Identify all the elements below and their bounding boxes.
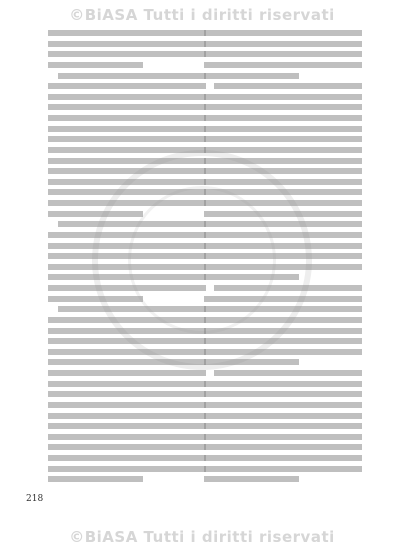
- watermark-bottom: ©BiASA Tutti i diritti riservati: [69, 528, 335, 546]
- text-line: [204, 94, 362, 100]
- text-line: [204, 391, 362, 397]
- text-line: [204, 168, 362, 174]
- text-line: [204, 62, 362, 68]
- text-line: [204, 221, 362, 227]
- text-line: [48, 381, 206, 387]
- text-line: [48, 466, 206, 472]
- text-line: [214, 83, 362, 89]
- page-number: 218: [26, 494, 44, 504]
- text-line: [48, 243, 206, 249]
- text-line: [48, 359, 206, 365]
- text-line: [48, 200, 206, 206]
- text-line: [48, 104, 206, 110]
- text-line: [48, 168, 206, 174]
- text-line: [214, 370, 362, 376]
- text-line: [204, 51, 362, 57]
- text-line: [48, 285, 206, 291]
- text-line: [48, 253, 206, 259]
- text-line: [204, 466, 362, 472]
- text-line: [58, 221, 206, 227]
- text-line: [58, 306, 206, 312]
- text-line: [48, 391, 206, 397]
- text-line: [204, 264, 362, 270]
- text-line: [48, 211, 143, 217]
- text-line: [48, 136, 206, 142]
- text-line: [204, 349, 362, 355]
- text-line: [204, 30, 362, 36]
- text-line: [204, 476, 299, 482]
- text-line: [204, 317, 362, 323]
- text-line: [204, 402, 362, 408]
- text-line: [204, 423, 362, 429]
- text-line: [48, 232, 206, 238]
- text-line: [48, 158, 206, 164]
- text-line: [48, 274, 206, 280]
- text-line: [48, 328, 206, 334]
- text-column-right: [204, 30, 362, 486]
- text-line: [204, 232, 362, 238]
- text-line: [48, 94, 206, 100]
- text-line: [204, 179, 362, 185]
- text-line: [48, 402, 206, 408]
- text-line: [204, 73, 299, 79]
- text-line: [48, 115, 206, 121]
- text-line: [48, 476, 143, 482]
- text-line: [48, 189, 206, 195]
- text-line: [204, 359, 299, 365]
- text-line: [48, 455, 206, 461]
- text-line: [58, 73, 206, 79]
- text-line: [48, 264, 206, 270]
- text-line: [48, 179, 206, 185]
- text-line: [48, 338, 206, 344]
- text-line: [48, 434, 206, 440]
- text-line: [48, 370, 206, 376]
- text-line: [204, 189, 362, 195]
- text-line: [204, 211, 362, 217]
- text-line: [214, 285, 362, 291]
- text-line: [204, 434, 362, 440]
- text-line: [204, 126, 362, 132]
- text-line: [204, 274, 299, 280]
- text-line: [204, 444, 362, 450]
- text-line: [48, 296, 143, 302]
- text-line: [204, 147, 362, 153]
- text-line: [204, 41, 362, 47]
- text-line: [48, 51, 206, 57]
- text-line: [204, 296, 362, 302]
- text-line: [48, 126, 206, 132]
- text-line: [204, 455, 362, 461]
- text-line: [204, 328, 362, 334]
- text-line: [204, 115, 362, 121]
- text-line: [48, 317, 206, 323]
- text-line: [204, 381, 362, 387]
- text-line: [48, 62, 143, 68]
- text-line: [204, 200, 362, 206]
- text-line: [204, 158, 362, 164]
- text-line: [48, 413, 206, 419]
- text-line: [204, 306, 362, 312]
- text-line: [48, 423, 206, 429]
- text-line: [204, 136, 362, 142]
- text-line: [48, 349, 206, 355]
- text-column-left: [48, 30, 206, 486]
- text-line: [48, 444, 206, 450]
- text-line: [48, 83, 206, 89]
- text-line: [48, 30, 206, 36]
- text-line: [204, 338, 362, 344]
- text-line: [204, 253, 362, 259]
- text-line: [48, 41, 206, 47]
- text-line: [204, 243, 362, 249]
- text-line: [48, 147, 206, 153]
- text-line: [204, 104, 362, 110]
- text-line: [204, 413, 362, 419]
- watermark-top: ©BiASA Tutti i diritti riservati: [69, 6, 335, 24]
